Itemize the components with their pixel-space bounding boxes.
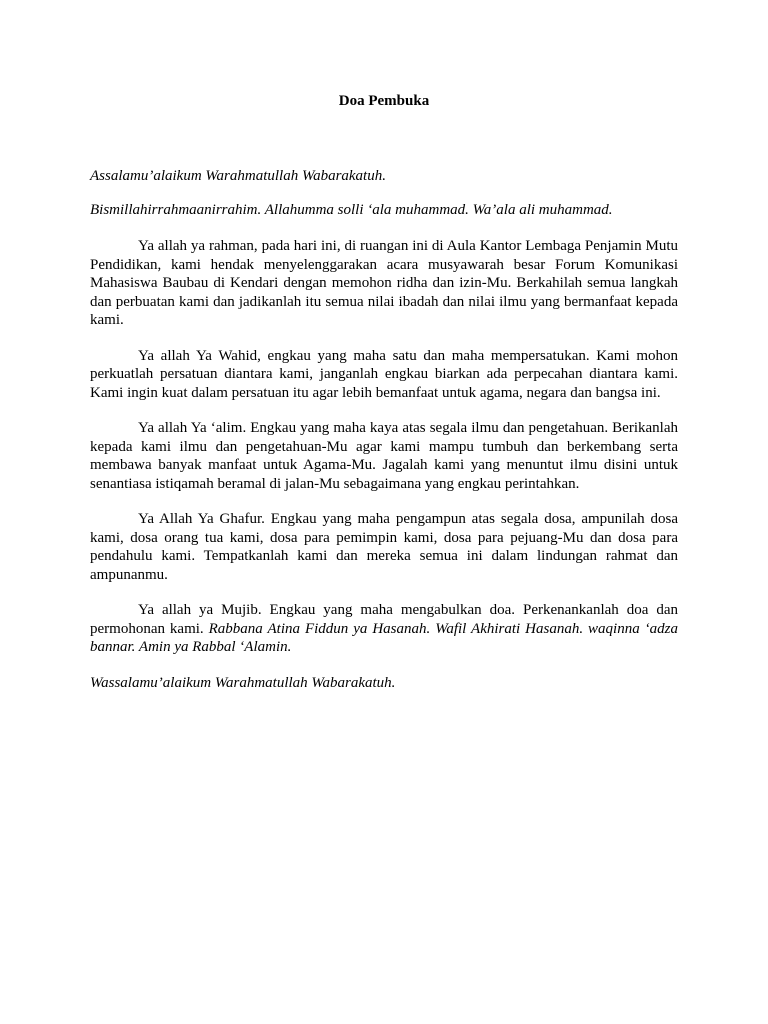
paragraph-ar-rahman: Ya allah ya rahman, pada hari ini, di ruangan ini di Aula Kantor Lembaga Penjamin Mutu Pendidikan, kami hendak menyelenggarakan acara musyawarah besar Forum Komunikasi Mahasiswa Baubau di Kendari dengan memohon ridha dan izin-Mu. Berkahilah semua langkah dan perbuatan kami dan jadikanlah itu semua nilai ibadah dan nilai ilmu yang bermanfaat kepada kami. <box>90 238 678 328</box>
paragraph-al-mujib <box>90 601 678 657</box>
paragraph-al-wahid: Ya allah Ya Wahid, engkau yang maha satu dan maha mempersatukan. Kami mohon perkuatlah persatuan diantara kami, janganlah engkau biarkan ada perpecahan diantara kami. Kami ingin kuat dalam persatuan itu agar lebih bemanfaat untuk agama, negara dan bangsa ini. <box>90 347 678 401</box>
basmalah-line: Bismillahirrahmaanirrahim. Allahumma solli ‘ala muhammad. Wa’ala ali muhammad. <box>90 201 613 218</box>
paragraph-al-mujib-text: Ya allah ya Mujib. Engkau yang maha mengabulkan doa. Perkenankanlah doa dan permohonan kami. <box>90 602 678 637</box>
paragraph-al-mujib-italic: Rabbana Atina Fiddun ya Hasanah. Wafil Akhirati Hasanah. waqinna ‘adza bannar. Amin ya Rabbal ‘Alamin. <box>90 620 678 655</box>
document-title: Doa Pembuka <box>338 93 430 109</box>
paragraph-al-alim: Ya allah Ya ‘alim. Engkau yang maha kaya atas segala ilmu dan pengetahuan. Berikanlah kepada kami ilmu dan pengetahuan-Mu agar kami mampu tumbuh dan berkembang serta membawa banyak manfaat untuk Agama-Mu. Jagalah kami yang menuntut ilmu disini untuk senantiasa istiqamah beramal di jalan-Mu sebagaimana yang engkau perintahkan. <box>90 420 678 492</box>
paragraph-al-ghafur: Ya Allah Ya Ghafur. Engkau yang maha pengampun atas segala dosa, ampunilah dosa kami, dosa orang tua kami, dosa para pemimpin kami, dosa para pejuang-Mu dan dosa para pendahulu kami. Tempatkanlah kami dan mereka semua ini dalam lindungan rahmat dan ampunanmu. <box>90 511 678 583</box>
opening-greeting: Assalamu’alaikum Warahmatullah Wabarakatuh. <box>90 168 386 184</box>
closing-greeting: Wassalamu’alaikum Warahmatullah Wabarakatuh. <box>90 674 396 691</box>
